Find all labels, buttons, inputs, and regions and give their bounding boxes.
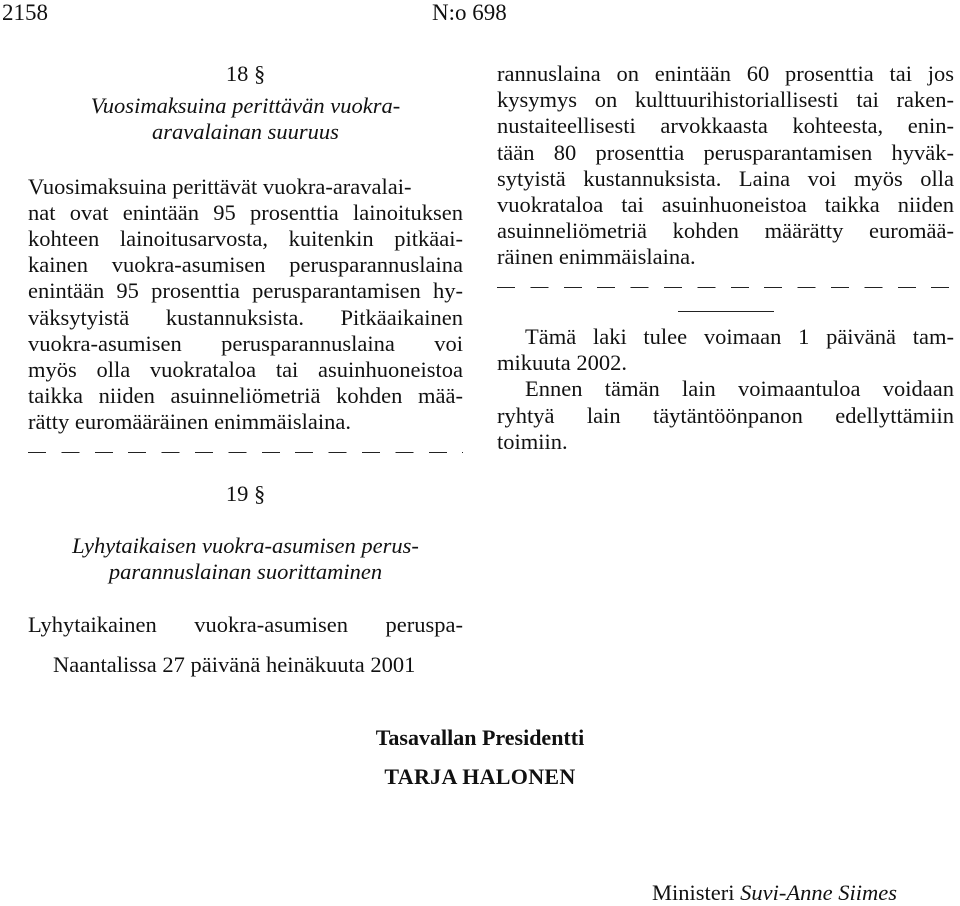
signatory-name: TARJA HALONEN — [384, 764, 576, 789]
section-18-body-line: väksytyistä kustannuksista. Pitkäaikainen — [28, 304, 463, 330]
continuation-line: kysymys on kulttuurihistoriallisesti tai raken- — [497, 87, 954, 113]
continuation-line: tään 80 prosenttia perusparantamisen hyväk- — [497, 139, 954, 165]
signatory-title: Tasavallan Presidentti — [375, 725, 585, 750]
continuation-line: rannuslaina on enintään 60 prosenttia tai jos — [497, 61, 954, 86]
effective-date-paragraph — [497, 324, 954, 376]
section-18-title-line-2: aravalainan suuruus — [152, 119, 339, 145]
section-19-body-line: Lyhytaikainen vuokra-asumisen peruspa- — [28, 611, 463, 637]
minister-label: Ministeri — [652, 880, 735, 905]
section-18-body-line: nat ovat enintään 95 prosenttia lainoituksen — [28, 199, 463, 225]
document-number: N:o 698 — [432, 0, 507, 25]
implementation-line: ryhtyä lain täytäntöönpanon edellyttämiin — [497, 402, 954, 428]
minister-signature — [652, 880, 897, 906]
section-18-body-line: kainen vuokra-asumisen perusparannuslaina — [28, 252, 463, 278]
continuation-line: nustaiteellisesti arvokkaasta kohteesta, enin- — [497, 113, 954, 139]
section-19 — [28, 481, 463, 638]
section-18-body-line: kohteen lainoitusarvosta, kuitenkin pitkäai- — [28, 226, 463, 252]
right-column — [497, 61, 954, 455]
continuation-line: räinen enimmäislaina. — [497, 244, 696, 270]
section-18-body-line: Vuosimaksuina perittävät vuokra-aravalai- — [28, 173, 412, 199]
implementation-paragraph — [497, 376, 954, 455]
end-rule — [678, 311, 774, 312]
implementation-line: Ennen tämän lain voimaantuloa voidaan — [525, 376, 954, 402]
section-18-body — [28, 174, 463, 436]
minister-name: Suvi-Anne Siimes — [740, 880, 897, 905]
section-18-body-line: myös olla vuokrataloa tai asuinhuoneistoa — [28, 357, 463, 383]
section-19-title-line-1: Lyhytaikaisen vuokra-asumisen perus- — [72, 533, 419, 559]
continuation-line: asuinneliömetriä kohden määrätty euromää- — [497, 218, 954, 244]
page-number: 2158 — [2, 0, 48, 25]
section-18-body-line: vuokra-asumisen perusparannuslaina voi — [28, 330, 463, 356]
continuation-line: sytyistä kustannuksista. Laina voi myös olla — [497, 165, 954, 191]
section-19-heading: 19 § — [225, 481, 266, 506]
section-18-continuation — [497, 61, 954, 271]
omission-dash-line — [28, 436, 463, 462]
implementation-line: toimiin. — [497, 428, 568, 454]
section-18-body-line: enintään 95 prosenttia perusparantamisen hy- — [28, 278, 463, 304]
section-19-title-line-2: parannuslainan suorittaminen — [108, 559, 383, 585]
section-18-title-line-1: Vuosimaksuina perittävän vuokra- — [90, 93, 401, 119]
section-18-heading: 18 § — [225, 61, 266, 86]
section-18 — [28, 61, 463, 462]
effective-line: Tämä laki tulee voimaan 1 päivänä tam- — [525, 324, 954, 350]
continuation-line: vuokrataloa tai asuinhuoneistoa taikka niiden — [497, 192, 954, 218]
omission-dash-line — [497, 271, 954, 297]
effective-line: mikuuta 2002. — [497, 350, 627, 376]
section-18-body-line: taikka niiden asuinneliömetriä kohden mää- — [28, 383, 463, 409]
section-18-body-line: rätty euromääräinen enimmäislaina. — [28, 409, 351, 435]
place-and-date: Naantalissa 27 päivänä heinäkuuta 2001 — [53, 652, 416, 677]
